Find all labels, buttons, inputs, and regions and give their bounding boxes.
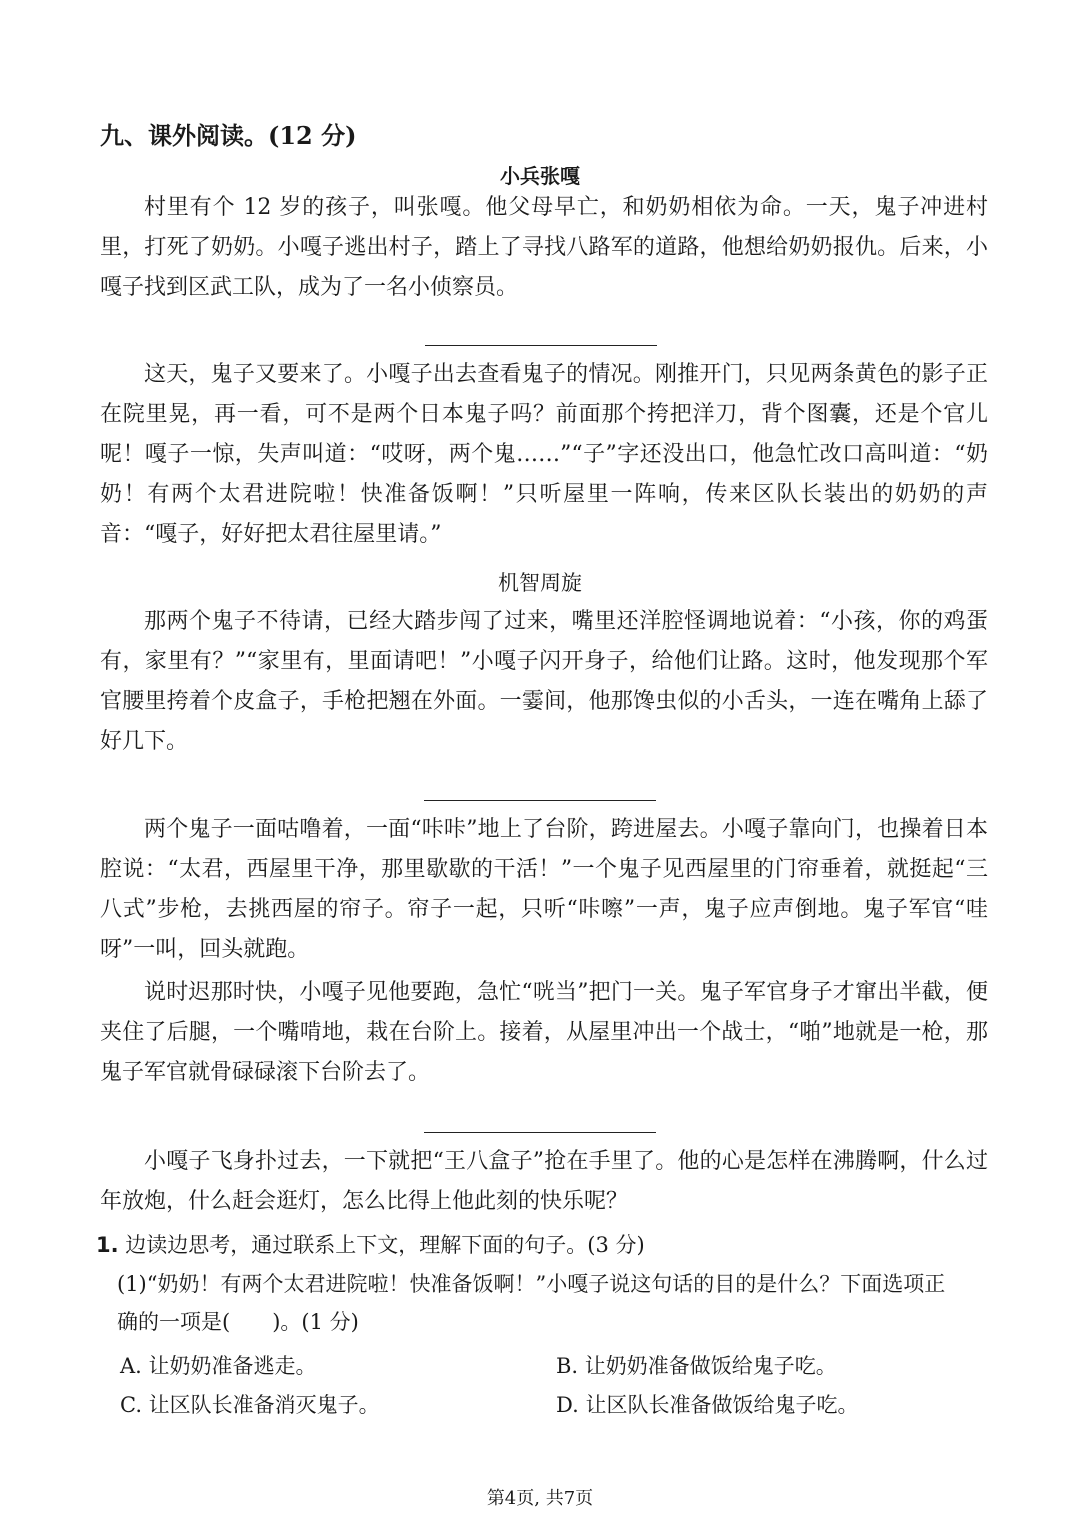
story-subheading: 机智周旋 [498,571,582,595]
story-paragraph-4: 两个鬼子一面咕噜着，一面“咔咔”地上了台阶，跨进屋去。小嘎子靠向门，也操着日本腔说：“太君，西屋里干净，那里歇歇的干活！”一个鬼子见西屋里的门帘垂着，就挺起“三八式”步枪，去挑西屋的帘子。帘子一起，只听“咔嚓”一声，鬼子应声倒地。鬼子军官“哇呀”一叫，回头就跑。 [100,817,988,962]
blank-subtitle-line-3 [424,1132,656,1133]
story-title: 小兵张嘎 [500,164,580,188]
blank-subtitle-line-1 [425,345,657,346]
story-paragraph-3: 那两个鬼子不待请，已经大踏步闯了过来，嘴里还洋腔怪调地说着：“小孩，你的鸡蛋有，家里有？”“家里有，里面请吧！”小嘎子闪开身子，给他们让路。这时，他发现那个军官腰里挎着个皮盒子，手枪把翘在外面。一霎间，他那馋虫似的小舌头，一连在嘴角上舔了好几下。 [100,609,988,754]
story-paragraph-5: 说时迟那时快，小嘎子见他要跑，急忙“咣当”把门一关。鬼子军官身子才窜出半截，便夹住了后腿，一个嘴啃地，栽在台阶上。接着，从屋里冲出一个战士，“啪”地就是一枪，那鬼子军官就骨碌碌滚下台阶去了。 [100,980,988,1085]
option-a[interactable]: A. 让奶奶准备逃走。 [120,1354,317,1378]
story-paragraph-1: 村里有个 12 岁的孩子，叫张嘎。他父母早亡，和奶奶相依为命。一天，鬼子冲进村里，打死了奶奶。小嘎子逃出村子，踏上了寻找八路军的道路，他想给奶奶报仇。后来，小嘎子找到区武工队，成为了一名小侦察员。 [100,195,988,300]
blank-subtitle-line-2 [424,800,656,801]
option-c[interactable]: C. 让区队长准备消灭鬼子。 [120,1393,380,1417]
option-d[interactable]: D. 让区队长准备做饭给鬼子吃。 [556,1393,859,1417]
option-b[interactable]: B. 让奶奶准备做饭给鬼子吃。 [556,1354,837,1378]
question-number: 1. [96,1233,119,1257]
story-paragraph-2: 这天，鬼子又要来了。小嘎子出去查看鬼子的情况。刚推开门，只见两条黄色的影子正在院里晃，再一看，可不是两个日本鬼子吗？前面那个挎把洋刀，背个图囊，还是个官儿呢！嘎子一惊，失声叫道：“哎呀，两个鬼……”“子”字还没出口，他急忙改口高叫道：“奶奶！有两个太君进院啦！快准备饭啊！”只听屋里一阵响，传来区队长装出的奶奶的声音：“嘎子，好好把太君往屋里请。” [100,362,988,547]
question-1-1-line-1: (1)“奶奶！有两个太君进院啦！快准备饭啊！”小嘎子说这句话的目的是什么？下面选项正 [117,1272,946,1296]
story-paragraph-6: 小嘎子飞身扑过去，一下就把“王八盒子”抢在手里了。他的心是怎样在沸腾啊，什么过年放炮，什么赶会逛灯，怎么比得上他此刻的快乐呢？ [100,1149,988,1214]
section-title: 九、课外阅读。(12 分) [100,121,357,150]
page-number: 第4页, 共7页 [486,1488,594,1509]
question-1 [96,1226,645,1264]
question-1-text: 边读边思考，通过联系上下文，理解下面的句子。(3 分) [125,1233,645,1257]
question-1-1-line-2: 确的一项是( )。(1 分) [117,1310,359,1334]
